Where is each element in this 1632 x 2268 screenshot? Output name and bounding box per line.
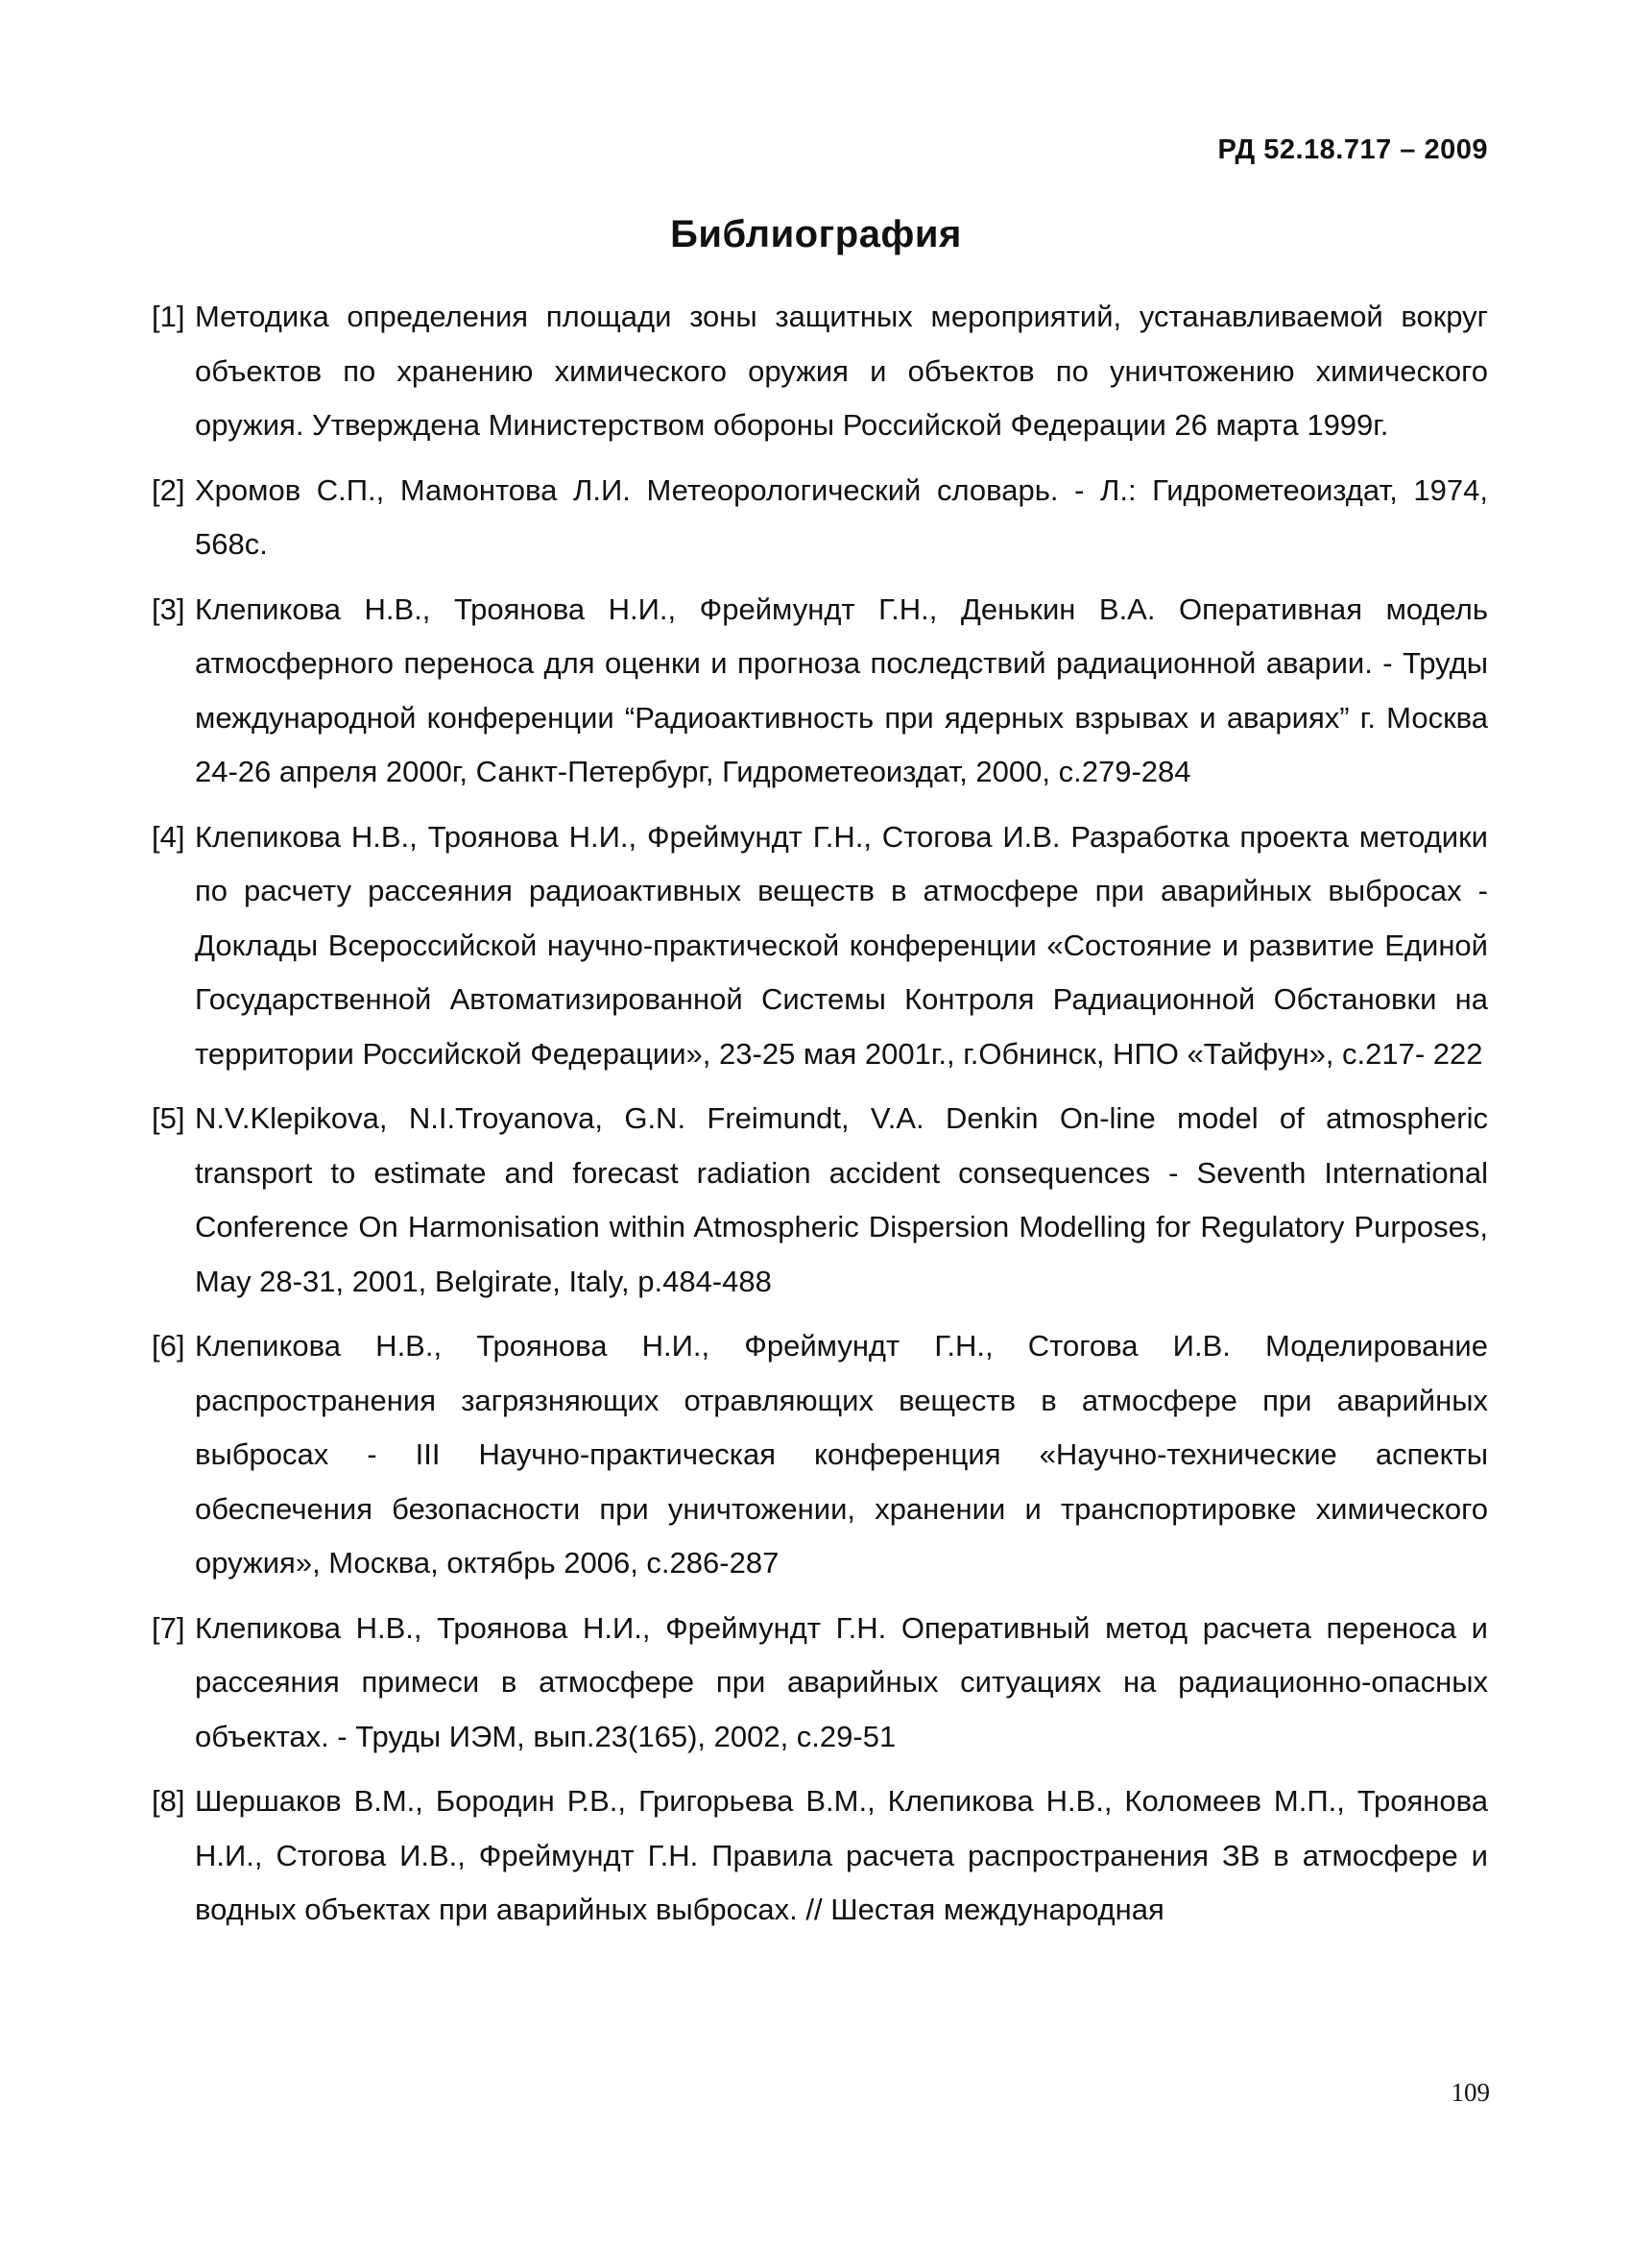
bibliography-item — [152, 1774, 1488, 1938]
reference-text: Методика определения площади зоны защитных мероприятий, устанавливаемой вокруг объектов по хранению химического оружия и объектов по уничтожению химического оружия. Утверждена Министерством обороны Российской Федерации 26 марта 1999г. — [195, 300, 1488, 442]
bibliography-item — [152, 1092, 1488, 1309]
bibliography-item — [152, 810, 1488, 1082]
bibliography-list — [152, 290, 1488, 1948]
reference-text: Клепикова Н.В., Троянова Н.И., Фреймундт Г.Н., Стогова И.В. Моделирование распространения загрязняющих отравляющих веществ в атмосфере при аварийных выбросах - III Научно-практическая конференция «Научно-технические аспекты обеспечения безопасности при уничтожении, хранении и транспортировке химического оружия», Москва, октябрь 2006, с.286-287 — [195, 1329, 1488, 1580]
document-code: РД 52.18.717 – 2009 — [1217, 134, 1488, 165]
reference-number: [3] — [152, 591, 185, 626]
bibliography-item — [152, 290, 1488, 453]
reference-number: [6] — [152, 1329, 185, 1363]
bibliography-item — [152, 583, 1488, 800]
reference-number: [1] — [152, 300, 185, 333]
reference-text: Шершаков В.М., Бородин Р.В., Григорьева В.М., Клепикова Н.В., Коломеев М.П., Троянова Н.И., Стогова И.В., Фреймундт Г.Н. Правила расчета распространения ЗВ в атмосфере и водных объектах при аварийных выбросах. // Шестая международная — [195, 1784, 1488, 1926]
page-title: Библиография — [670, 213, 962, 255]
bibliography-item — [152, 464, 1488, 572]
reference-text: Клепикова Н.В., Троянова Н.И., Фреймундт Г.Н., Стогова И.В. Разработка проекта методики по расчету рассеяния радиоактивных веществ в атмосфере при аварийных выбросах - Доклады Всероссийской научно-практической конференции «Состояние и развитие Единой Государственной Автоматизированной Системы Контроля Радиационной Обстановки на территории Российской Федерации», 23-25 мая 2001г., г.Обнинск, НПО «Тайфун», с.217- 222 — [195, 819, 1488, 1071]
bibliography-item — [152, 1319, 1488, 1591]
reference-text: Клепикова Н.В., Троянова Н.И., Фреймундт Г.Н., Денькин В.А. Оперативная модель атмосферного переноса для оценки и прогноза последствий радиационной аварии. - Труды международной конференции “Радиоактивность при ядерных взрывах и авариях” г. Москва 24-26 апреля 2000г, Санкт-Петербург, Гидрометеоиздат, 2000, с.279-284 — [195, 591, 1488, 788]
reference-number: [8] — [152, 1784, 185, 1818]
reference-number: [7] — [152, 1610, 185, 1645]
page-number: 109 — [1451, 2078, 1490, 2107]
reference-number: [2] — [152, 472, 185, 507]
reference-text: N.V.Klepikova, N.I.Troyanova, G.N. Freimundt, V.A. Denkin On-line model of atmospheric transport to estimate and forecast radiation accident consequences - Seventh International Conference On Harmonisation within Atmospheric Dispersion Modelling for Regulatory Purposes, May 28-31, 2001, Belgirate, Italy, p.484-488 — [195, 1101, 1488, 1298]
bibliography-item — [152, 1602, 1488, 1765]
reference-text: Хромов С.П., Мамонтова Л.И. Метеорологический словарь. - Л.: Гидрометеоиздат, 1974, 568с. — [195, 472, 1488, 561]
reference-number: [5] — [152, 1101, 185, 1135]
reference-text: Клепикова Н.В., Троянова Н.И., Фреймундт Г.Н. Оперативный метод расчета переноса и рассеяния примеси в атмосфере при аварийных ситуациях на радиационно-опасных объектах. - Труды ИЭМ, вып.23(165), 2002, с.29-51 — [195, 1610, 1488, 1753]
reference-number: [4] — [152, 819, 185, 854]
